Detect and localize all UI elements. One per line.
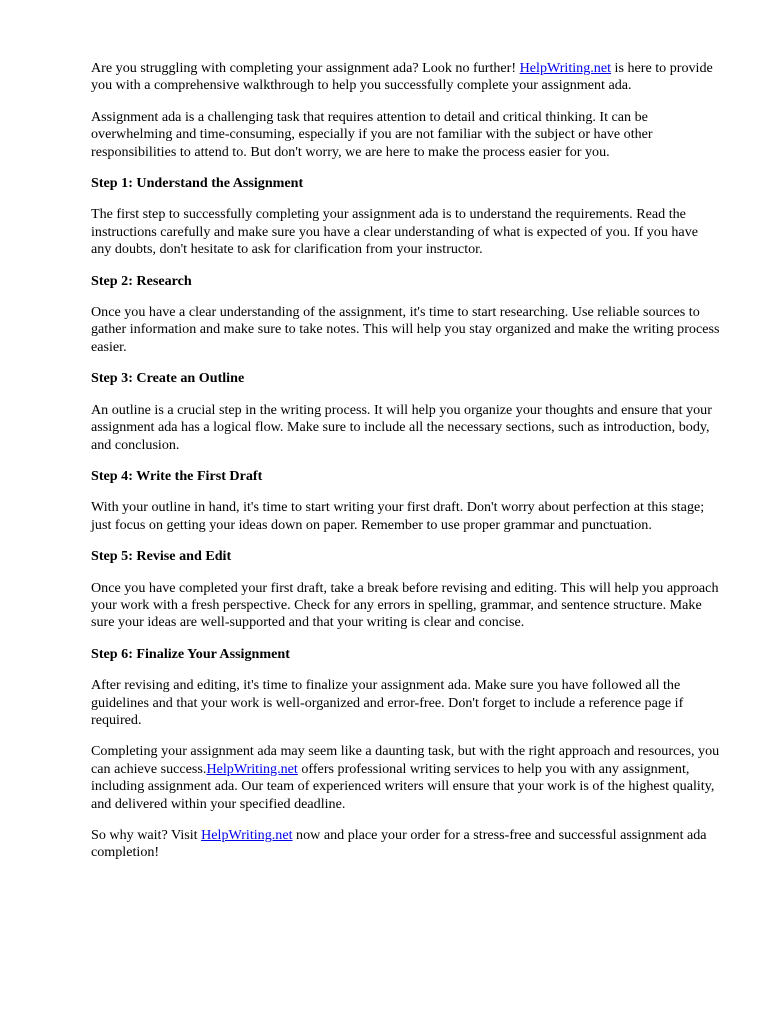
closing-text-after-link: offers professional writing services to help you with any assignment, including assignment ada. Our team of experienced writers will ensure that your work is of the highest quality, and delivered within your specified deadline. <box>91 760 715 812</box>
helpwriting-link[interactable]: HelpWriting.net <box>201 827 293 843</box>
step-3-heading: Step 3: Create an Outline <box>91 370 245 387</box>
final-paragraph <box>91 827 721 862</box>
step-1-heading: Step 1: Understand the Assignment <box>91 175 304 192</box>
intro-text-before-link: Are you struggling with completing your assignment ada? Look no further! <box>91 60 520 76</box>
helpwriting-link[interactable]: HelpWriting.net <box>206 760 298 777</box>
final-text-after-link: now and place your order for a stress-free and successful assignment ada completion! <box>91 827 707 861</box>
closing-text-before-link: Completing your assignment ada may seem like a daunting task, but with the right approach and resources, you can achieve success. <box>91 743 720 777</box>
step-2-heading: Step 2: Research <box>91 272 192 289</box>
closing-paragraph <box>91 743 721 813</box>
step-5-text: Once you have completed your first draft, take a break before revising and editing. This will help you approach your work with a fresh perspective. Check for any errors in spelling, grammar, and sentence structure. Make sure your ideas are well-supported and that your writing is clear and concise. <box>91 579 719 631</box>
intro-text-after-link: is here to provide you with a comprehensive walkthrough to help you successfully complete your assignment ada. <box>91 60 713 94</box>
step-4-heading: Step 4: Write the First Draft <box>91 467 263 484</box>
intro-paragraph <box>91 60 721 95</box>
helpwriting-link[interactable]: HelpWriting.net <box>519 60 612 76</box>
step-4-text: With your outline in hand, it's time to start writing your first draft. Don't worry about perfection at this stage; just focus on getting your ideas down on paper. Remember to use proper grammar and punctuation. <box>91 499 705 533</box>
step-1-text: The first step to successfully completing your assignment ada is to understand the requirements. Read the instructions carefully and make sure you have a clear understanding of what is expected of you. If you have any doubts, don't hesitate to ask for clarification from your instructor. <box>91 206 698 258</box>
step-6-text: After revising and editing, it's time to finalize your assignment ada. Make sure you have followed all the guidelines and that your work is well-organized and error-free. Don't forget to include a reference page if required. <box>91 677 684 728</box>
final-text-before-link: So why wait? Visit <box>91 827 202 843</box>
step-2-text: Once you have a clear understanding of the assignment, it's time to start researching. Use reliable sources to gather information and make sure to take notes. This will help you stay organized and make the writing process easier. <box>91 304 720 355</box>
document-page <box>91 60 721 876</box>
step-6-heading: Step 6: Finalize Your Assignment <box>91 645 290 662</box>
step-3-text: An outline is a crucial step in the writing process. It will help you organize your thoughts and ensure that your assignment ada has a logical flow. Make sure to include all the necessary sections, such as introduction, body, and conclusion. <box>91 401 712 453</box>
overview-paragraph: Assignment ada is a challenging task that requires attention to detail and critical thinking. It can be overwhelming and time-consuming, especially if you are not familiar with the subject or have other responsibilities to attend to. But don't worry, we are here to make the process easier for you. <box>91 108 653 160</box>
step-5-heading: Step 5: Revise and Edit <box>91 548 232 565</box>
